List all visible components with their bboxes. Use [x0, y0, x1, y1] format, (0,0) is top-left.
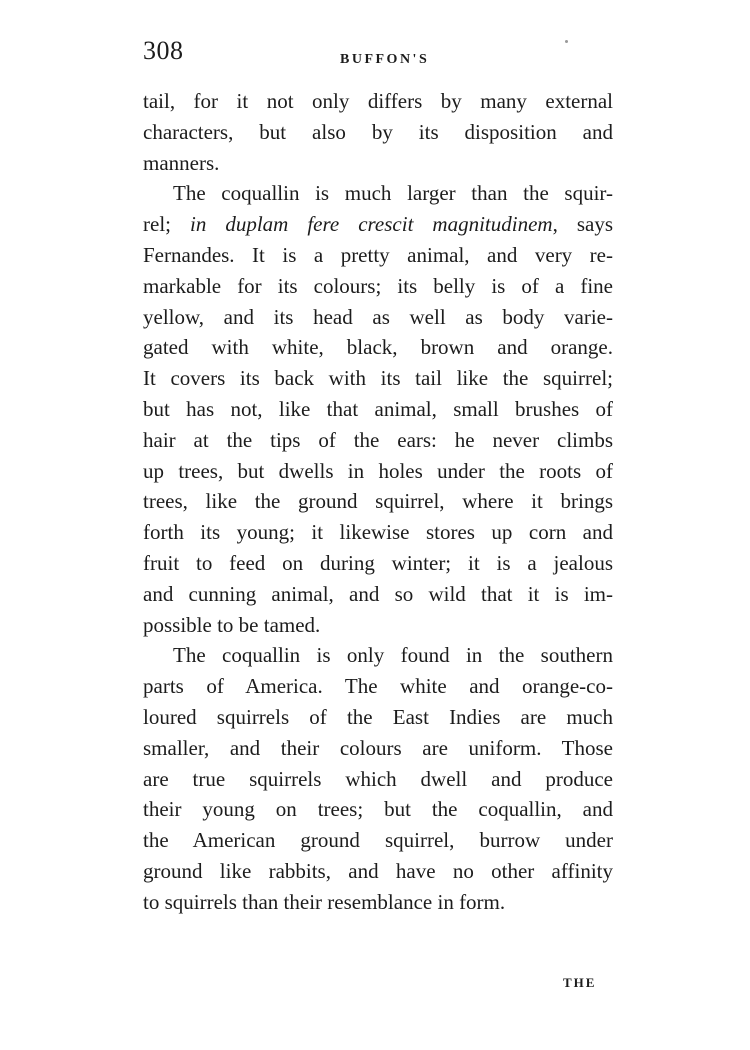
text-line: tail, for it not only differs by many external	[143, 89, 613, 113]
text-line: to squirrels than their resemblance in form.	[143, 889, 506, 914]
body-text	[143, 86, 613, 918]
paragraph-2	[143, 178, 613, 640]
text-line: hair at the tips of the ears: he never climbs	[143, 427, 613, 452]
catchword: THE	[563, 975, 597, 990]
text-line: yellow, and its head as well as body varie-	[143, 304, 613, 329]
page-header	[143, 36, 613, 72]
paragraph-1	[143, 86, 613, 178]
text-line: up trees, but dwells in holes under the roots of	[143, 458, 613, 483]
latin-quotation: in duplam fere crescit magnitudinem	[190, 212, 553, 237]
text-line: Fernandes. It is a pretty animal, and very re-	[143, 242, 613, 267]
text-line: parts of America. The white and orange-co-	[143, 674, 613, 699]
text-line: It covers its back with its tail like the squirrel;	[143, 366, 613, 391]
text-line: smaller, and their colours are uniform. Those	[143, 735, 613, 760]
text-line: are true squirrels which dwell and produce	[143, 766, 613, 791]
text-line: gated with white, black, brown and orange.	[143, 335, 613, 360]
text-line: and cunning animal, and so wild that it is im-	[143, 581, 613, 606]
text-line: rel; in duplam fere crescit magnitudinem, says	[143, 212, 613, 237]
text-line: trees, like the ground squirrel, where it brings	[143, 489, 613, 514]
text-line: possible to be tamed.	[143, 612, 321, 637]
text-line: but has not, like that animal, small brushes of	[143, 396, 613, 421]
page-number: 308	[143, 36, 184, 65]
text-line: The coquallin is only found in the southern	[173, 643, 613, 668]
text-line: fruit to feed on during winter; it is a jealous	[143, 550, 613, 575]
text-line: ground like rabbits, and have no other affinity	[143, 858, 613, 883]
text-line: the American ground squirrel, burrow under	[143, 828, 613, 853]
text-line: loured squirrels of the East Indies are much	[143, 704, 613, 729]
paragraph-3	[143, 640, 613, 917]
text-line: their young on trees; but the coquallin, and	[143, 797, 613, 822]
text-line: The coquallin is much larger than the squir-	[173, 181, 613, 206]
text-line: markable for its colours; its belly is of a fine	[143, 273, 613, 298]
ink-speck	[565, 40, 568, 43]
text-line: manners.	[143, 150, 220, 175]
text-line: characters, but also by its disposition and	[143, 119, 613, 144]
running-head: BUFFON'S	[340, 52, 430, 67]
text-line: forth its young; it likewise stores up corn and	[143, 520, 613, 545]
